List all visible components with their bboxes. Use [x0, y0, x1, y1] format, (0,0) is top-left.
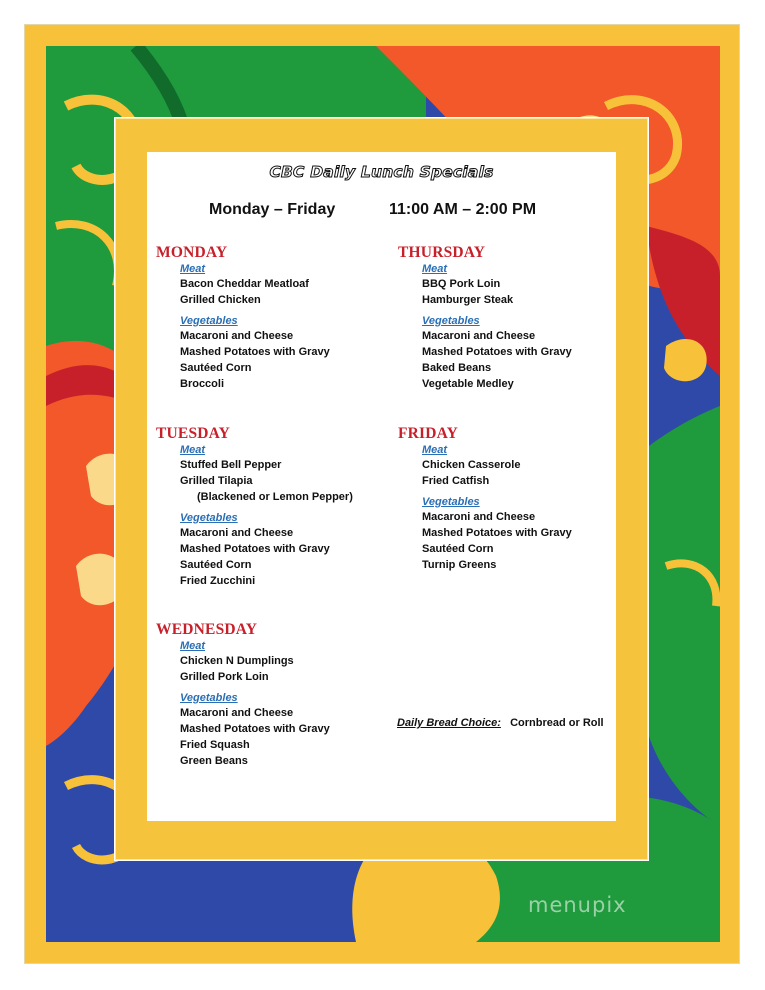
menu-item: Grilled Chicken: [180, 294, 261, 306]
day-monday: [156, 244, 376, 392]
menu-item: Sautéed Corn: [180, 362, 252, 374]
meat-heading: Meat: [422, 444, 448, 456]
menu-item: Grilled Pork Loin: [180, 671, 269, 683]
vegetables-heading: Vegetables: [180, 692, 238, 704]
menu-item: Macaroni and Cheese: [422, 511, 536, 523]
day-wednesday: [156, 621, 376, 769]
menu-item: Chicken Casserole: [422, 459, 521, 471]
menu-item: Macaroni and Cheese: [422, 330, 536, 342]
day-tuesday: [156, 425, 376, 589]
menu-item: Hamburger Steak: [422, 294, 514, 306]
vegetables-heading: Vegetables: [422, 315, 480, 327]
day-name: MONDAY: [156, 244, 228, 261]
menu-item: Vegetable Medley: [422, 378, 514, 390]
meat-heading: Meat: [180, 640, 206, 652]
day-name: THURSDAY: [398, 244, 486, 261]
meat-heading: Meat: [422, 263, 448, 275]
menu-item: Mashed Potatoes with Gravy: [180, 346, 330, 358]
bread-label: Daily Bread Choice:: [397, 717, 501, 729]
menu-item: Baked Beans: [422, 362, 492, 374]
menu-item: Stuffed Bell Pepper: [180, 459, 282, 471]
menu-item: Mashed Potatoes with Gravy: [422, 527, 572, 539]
menu-item: Turnip Greens: [422, 559, 497, 571]
day-name: FRIDAY: [398, 425, 459, 442]
menu-item-note: (Blackened or Lemon Pepper): [197, 491, 353, 503]
menu-card: [147, 152, 616, 821]
menu-item: Macaroni and Cheese: [180, 707, 294, 719]
menu-item: Bacon Cheddar Meatloaf: [180, 278, 309, 290]
day-name: TUESDAY: [156, 425, 231, 442]
day-friday: [398, 425, 618, 573]
menu-item: Chicken N Dumplings: [180, 655, 294, 667]
service-days: Monday – Friday: [209, 201, 336, 218]
menu-item: Mashed Potatoes with Gravy: [180, 723, 330, 735]
menu-item: Green Beans: [180, 755, 248, 767]
vegetables-heading: Vegetables: [180, 512, 238, 524]
menu-item: Fried Zucchini: [180, 575, 256, 587]
menu-item: Sautéed Corn: [180, 559, 252, 571]
menu-item: Fried Catfish: [422, 475, 490, 487]
menu-item: Macaroni and Cheese: [180, 527, 294, 539]
day-thursday: [398, 244, 618, 392]
service-hours: 11:00 AM – 2:00 PM: [389, 201, 537, 218]
daily-bread-choice: [397, 717, 604, 729]
menu-item: Broccoli: [180, 378, 225, 390]
vegetables-heading: Vegetables: [422, 496, 480, 508]
menu-item: Mashed Potatoes with Gravy: [422, 346, 572, 358]
day-name: WEDNESDAY: [156, 621, 258, 638]
menu-item: Fried Squash: [180, 739, 250, 751]
menu-item: BBQ Pork Loin: [422, 278, 501, 290]
watermark: menupix: [528, 893, 627, 917]
meat-heading: Meat: [180, 263, 206, 275]
menu-title: CBC Daily Lunch Specials: [269, 163, 494, 181]
bread-value: Cornbread or Roll: [510, 717, 604, 729]
meat-heading: Meat: [180, 444, 206, 456]
menu-item: Sautéed Corn: [422, 543, 494, 555]
menu-item: Grilled Tilapia: [180, 475, 253, 487]
vegetables-heading: Vegetables: [180, 315, 238, 327]
menu-item: Macaroni and Cheese: [180, 330, 294, 342]
menu-item: Mashed Potatoes with Gravy: [180, 543, 330, 555]
